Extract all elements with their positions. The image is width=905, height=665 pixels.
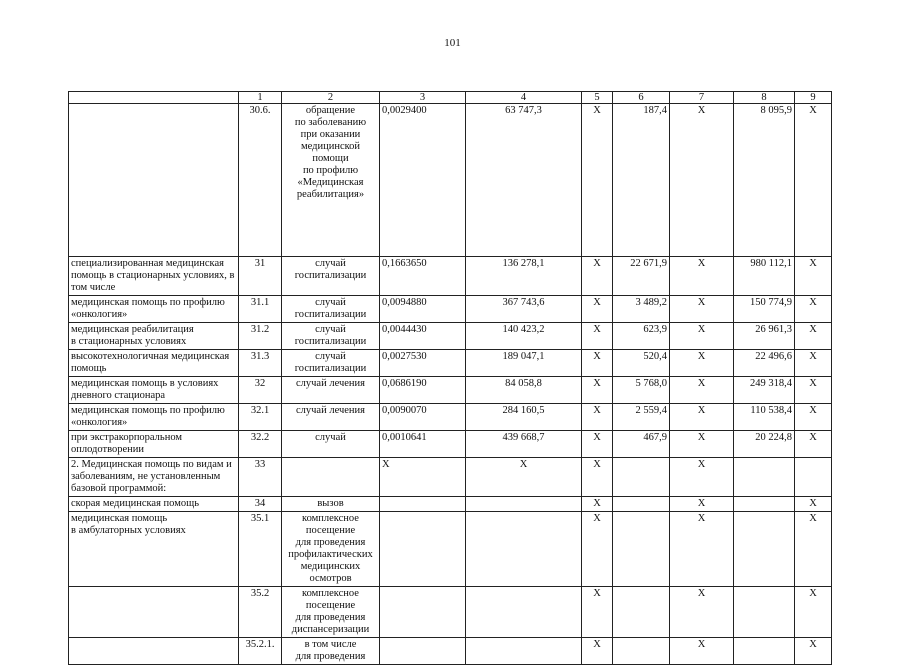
table-cell-col-2: в том числе для проведения	[282, 638, 380, 665]
table-row	[69, 296, 832, 323]
table-cell-col-8: 20 224,8	[734, 431, 795, 458]
table-cell-col-2: случай госпитализации	[282, 323, 380, 350]
table-cell-col-0: медицинская помощь в амбулаторных условиях	[69, 512, 239, 587]
table-cell-col-6: 22 671,9	[613, 257, 670, 296]
table-cell-col-5: X	[582, 497, 613, 512]
table-cell-col-3	[380, 587, 466, 638]
table-row	[69, 350, 832, 377]
table-cell-col-3: 0,0010641	[380, 431, 466, 458]
page-number: 101	[444, 37, 461, 49]
table-cell-col-5: X	[582, 257, 613, 296]
table-cell-col-9: X	[795, 587, 832, 638]
table-cell-col-6	[613, 497, 670, 512]
table-cell-col-9: X	[795, 104, 832, 257]
table-cell-col-8: 150 774,9	[734, 296, 795, 323]
table-cell-col-3	[380, 638, 466, 665]
table-cell-col-8	[734, 638, 795, 665]
table-cell-col-8: 110 538,4	[734, 404, 795, 431]
table-cell-col-7: X	[670, 458, 734, 497]
table-row	[69, 458, 832, 497]
table-cell-col-9: X	[795, 497, 832, 512]
table-cell-col-1: 33	[239, 458, 282, 497]
table-cell-col-4	[466, 638, 582, 665]
table-cell-col-0: медицинская помощь по профилю «онкология»	[69, 404, 239, 431]
table-cell-col-2: случай госпитализации	[282, 257, 380, 296]
table-cell-col-8: 22 496,6	[734, 350, 795, 377]
table-cell-col-6	[613, 587, 670, 638]
table-cell-col-8	[734, 458, 795, 497]
table-row	[69, 587, 832, 638]
header-cell-col-9: 9	[795, 92, 832, 104]
table-cell-col-0: специализированная медицинская помощь в стационарных условиях, в том числе	[69, 257, 239, 296]
table-cell-col-4: X	[466, 458, 582, 497]
table-cell-col-8: 980 112,1	[734, 257, 795, 296]
header-cell-col-8: 8	[734, 92, 795, 104]
table-cell-col-9: X	[795, 296, 832, 323]
table-row	[69, 104, 832, 257]
table-cell-col-7: X	[670, 431, 734, 458]
table-row	[69, 497, 832, 512]
table-row	[69, 512, 832, 587]
table-cell-col-5: X	[582, 404, 613, 431]
header-cell-col-4: 4	[466, 92, 582, 104]
table-cell-col-3: 0,0029400	[380, 104, 466, 257]
table-cell-col-0: 2. Медицинская помощь по видам и заболеваниям, не установленным базовой программой:	[69, 458, 239, 497]
table-cell-col-0	[69, 638, 239, 665]
header-cell-col-3: 3	[380, 92, 466, 104]
table-cell-col-9: X	[795, 638, 832, 665]
table-cell-col-6: 467,9	[613, 431, 670, 458]
table-cell-col-7: X	[670, 257, 734, 296]
table-cell-col-6	[613, 458, 670, 497]
table-cell-col-4: 439 668,7	[466, 431, 582, 458]
table-cell-col-7: X	[670, 104, 734, 257]
table-row	[69, 323, 832, 350]
table-cell-col-8: 249 318,4	[734, 377, 795, 404]
table-cell-col-9: X	[795, 350, 832, 377]
table-cell-col-6: 3 489,2	[613, 296, 670, 323]
table-row	[69, 431, 832, 458]
table-cell-col-2: комплексное посещение для проведения профилактических медицинских осмотров	[282, 512, 380, 587]
table-cell-col-9: X	[795, 377, 832, 404]
table-cell-col-6: 623,9	[613, 323, 670, 350]
table-row	[69, 638, 832, 665]
table-cell-col-1: 30.6.	[239, 104, 282, 257]
table-cell-col-0: медицинская реабилитация в стационарных условиях	[69, 323, 239, 350]
table-cell-col-1: 31.2	[239, 323, 282, 350]
table-cell-col-2: обращение по заболеванию при оказании медицинской помощи по профилю «Медицинская реабилитация»	[282, 104, 380, 257]
table-cell-col-3: 0,0686190	[380, 377, 466, 404]
table-cell-col-1: 32	[239, 377, 282, 404]
table-cell-col-1: 35.2.1.	[239, 638, 282, 665]
header-row	[69, 92, 832, 104]
table-cell-col-7: X	[670, 377, 734, 404]
table-cell-col-4: 284 160,5	[466, 404, 582, 431]
table-cell-col-5: X	[582, 512, 613, 587]
table-cell-col-9	[795, 458, 832, 497]
table-cell-col-9: X	[795, 512, 832, 587]
table-cell-col-4: 189 047,1	[466, 350, 582, 377]
table-cell-col-2: случай госпитализации	[282, 296, 380, 323]
table-cell-col-3	[380, 497, 466, 512]
table-cell-col-1: 31.3	[239, 350, 282, 377]
table-cell-col-7: X	[670, 638, 734, 665]
table-cell-col-8: 26 961,3	[734, 323, 795, 350]
table-row	[69, 377, 832, 404]
table-cell-col-4: 136 278,1	[466, 257, 582, 296]
table-cell-col-2: случай лечения	[282, 404, 380, 431]
table-cell-col-0: медицинская помощь в условиях дневного стационара	[69, 377, 239, 404]
header-cell-col-6: 6	[613, 92, 670, 104]
table-row	[69, 257, 832, 296]
table-cell-col-7: X	[670, 587, 734, 638]
table-cell-col-6	[613, 638, 670, 665]
table-cell-col-6: 2 559,4	[613, 404, 670, 431]
table-cell-col-3: 0,0094880	[380, 296, 466, 323]
table-cell-col-4	[466, 497, 582, 512]
table-cell-col-2: комплексное посещение для проведения диспансеризации	[282, 587, 380, 638]
table-cell-col-4	[466, 587, 582, 638]
table-cell-col-5: X	[582, 377, 613, 404]
header-cell-col-2: 2	[282, 92, 380, 104]
table-cell-col-0: при экстракорпоральном оплодотворении	[69, 431, 239, 458]
table-cell-col-7: X	[670, 404, 734, 431]
table-row	[69, 404, 832, 431]
table-cell-col-1: 35.1	[239, 512, 282, 587]
table-cell-col-2: случай лечения	[282, 377, 380, 404]
header-cell-col-7: 7	[670, 92, 734, 104]
table-cell-col-9: X	[795, 323, 832, 350]
table-cell-col-4: 63 747,3	[466, 104, 582, 257]
table-cell-col-5: X	[582, 104, 613, 257]
table-cell-col-3: 0,0027530	[380, 350, 466, 377]
table-cell-col-8: 8 095,9	[734, 104, 795, 257]
table-cell-col-5: X	[582, 587, 613, 638]
table-cell-col-3: 0,1663650	[380, 257, 466, 296]
table-cell-col-4: 140 423,2	[466, 323, 582, 350]
table-cell-col-1: 31	[239, 257, 282, 296]
table-cell-col-8	[734, 497, 795, 512]
table-cell-col-8	[734, 587, 795, 638]
table-cell-col-0: высокотехнологичная медицинская помощь	[69, 350, 239, 377]
table-cell-col-1: 32.2	[239, 431, 282, 458]
table-cell-col-5: X	[582, 296, 613, 323]
table-cell-col-1: 35.2	[239, 587, 282, 638]
table-cell-col-3: X	[380, 458, 466, 497]
table-cell-col-2	[282, 458, 380, 497]
table-cell-col-9: X	[795, 431, 832, 458]
table-cell-col-7: X	[670, 323, 734, 350]
table-cell-col-0	[69, 587, 239, 638]
table-cell-col-5: X	[582, 323, 613, 350]
table-cell-col-3: 0,0090070	[380, 404, 466, 431]
table-cell-col-1: 32.1	[239, 404, 282, 431]
table-cell-col-5: X	[582, 350, 613, 377]
table-cell-col-9: X	[795, 257, 832, 296]
table-cell-col-6: 520,4	[613, 350, 670, 377]
table-cell-col-4: 84 058,8	[466, 377, 582, 404]
table-cell-col-1: 31.1	[239, 296, 282, 323]
table-cell-col-6: 5 768,0	[613, 377, 670, 404]
table-cell-col-7: X	[670, 512, 734, 587]
table-cell-col-4: 367 743,6	[466, 296, 582, 323]
table-cell-col-3	[380, 512, 466, 587]
table-cell-col-7: X	[670, 350, 734, 377]
table-cell-col-0: медицинская помощь по профилю «онкология»	[69, 296, 239, 323]
table-cell-col-7: X	[670, 296, 734, 323]
table-cell-col-5: X	[582, 638, 613, 665]
header-cell-col-0	[69, 92, 239, 104]
table-cell-col-5: X	[582, 458, 613, 497]
table-cell-col-3: 0,0044430	[380, 323, 466, 350]
table-cell-col-6: 187,4	[613, 104, 670, 257]
header-cell-col-5: 5	[582, 92, 613, 104]
table-cell-col-2: вызов	[282, 497, 380, 512]
table-cell-col-4	[466, 512, 582, 587]
header-cell-col-1: 1	[239, 92, 282, 104]
table-cell-col-2: случай госпитализации	[282, 350, 380, 377]
table-cell-col-8	[734, 512, 795, 587]
table-cell-col-5: X	[582, 431, 613, 458]
data-table	[68, 91, 832, 665]
table-cell-col-1: 34	[239, 497, 282, 512]
table-cell-col-6	[613, 512, 670, 587]
table-cell-col-0	[69, 104, 239, 257]
table-cell-col-0: скорая медицинская помощь	[69, 497, 239, 512]
table-cell-col-7: X	[670, 497, 734, 512]
table-cell-col-9: X	[795, 404, 832, 431]
table-cell-col-2: случай	[282, 431, 380, 458]
